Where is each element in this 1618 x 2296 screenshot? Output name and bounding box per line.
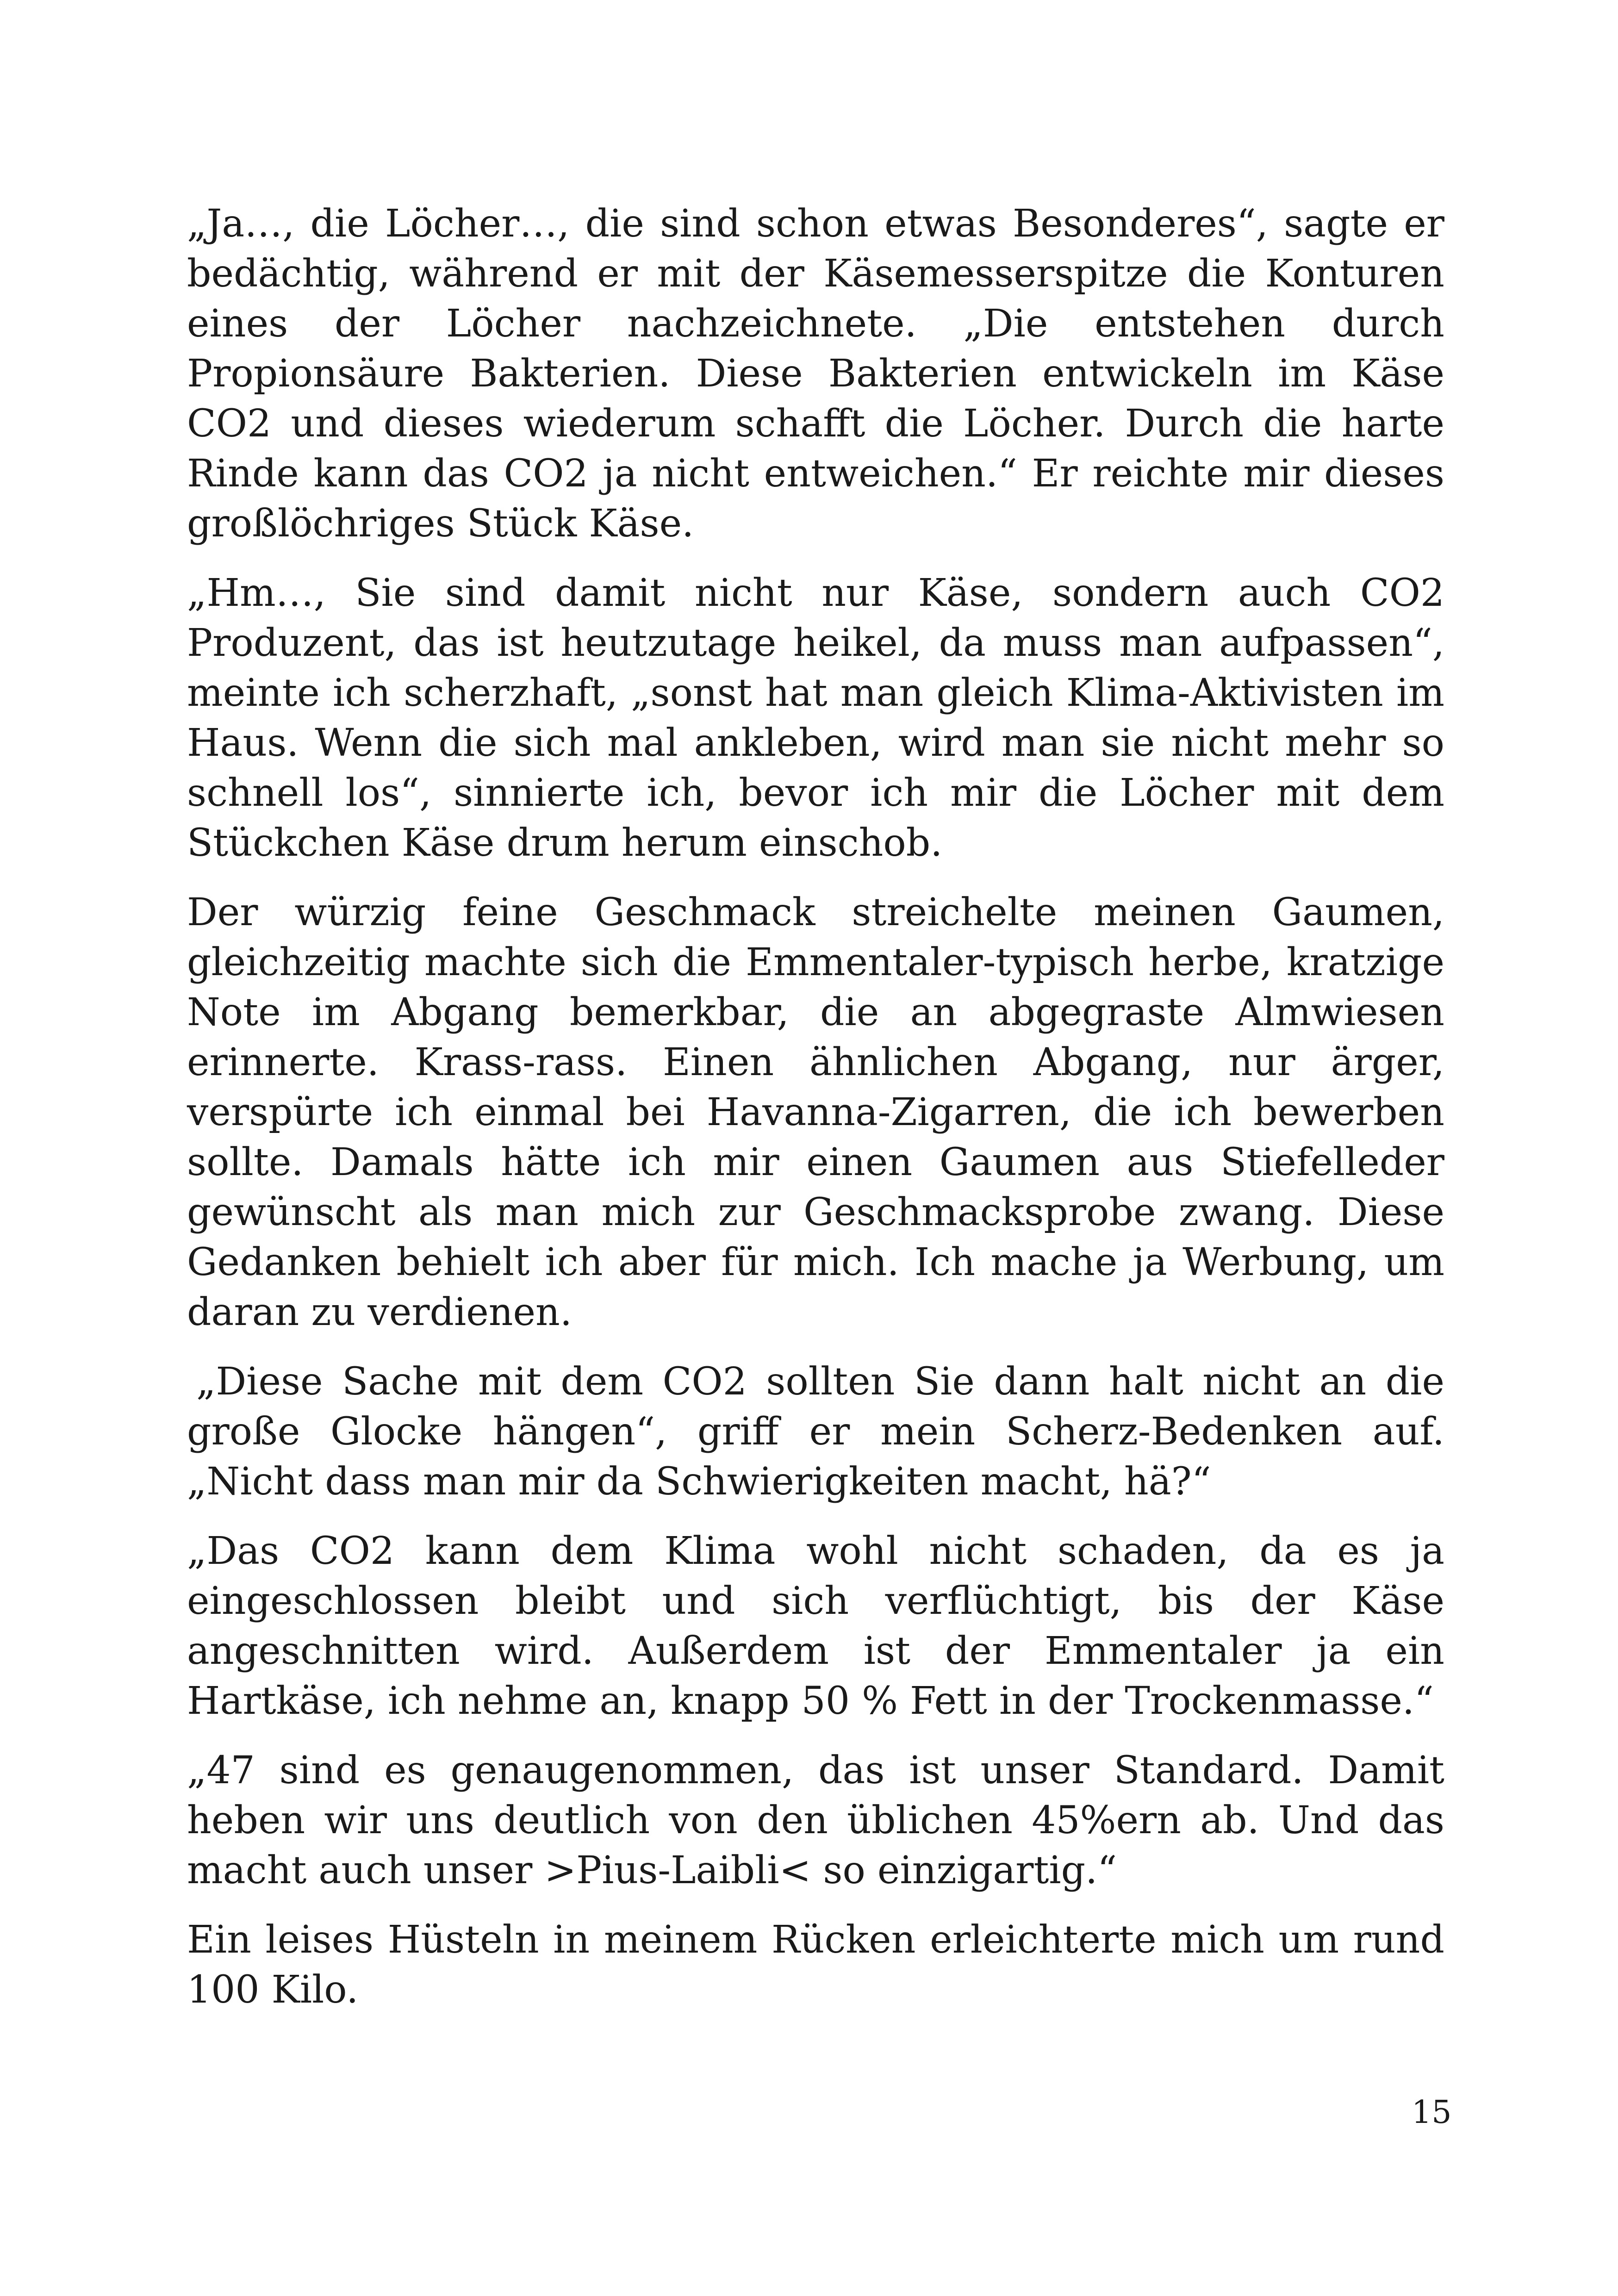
paragraph-6: „47 sind es genaugenommen, das ist unser Standard. Damit heben wir uns deutlich von den üblichen 45%ern ab. Und das macht auch unser >Pius-Laibli< so einzigartig.“ [187,1748,1444,1892]
paragraph-4: „Diese Sache mit dem CO2 sollten Sie dann halt nicht an die große Glocke hängen“, griff er mein Scherz-Bedenken auf. „Nicht dass man mir da Schwierigkeiten macht, hä?“ [187,1360,1444,1504]
paragraph-3: Der würzig feine Geschmack streichelte meinen Gaumen, gleichzeitig machte sich die Emmentaler-typisch herbe, kratzige Note im Abgang bemerkbar, die an abgegraste Almwiesen erinnerte. Krass-rass. Einen ähnlichen Abgang, nur ärger, verspürte ich einmal bei Havanna-Zigarren, die ich bewerben sollte. Damals hätte ich mir einen Gaumen aus Stiefelleder gewünscht als man mich zur Geschmacksprobe zwang. Diese Gedanken behielt ich aber für mich. Ich mache ja Werbung, um daran zu verdienen. [187,890,1444,1334]
paragraph-1: „Ja…, die Löcher…, die sind schon etwas Besonderes“, sagte er bedächtig, während er mit der Käsemesserspitze die Konturen eines der Löcher nachzeichnete. „Die entstehen durch Propionsäure Bakterien. Diese Bakterien entwickeln im Käse CO2 und dieses wiederum schafft die Löcher. Durch die harte Rinde kann das CO2 ja nicht entweichen.“ Er reichte mir dieses großlöchriges Stück Käse. [187,202,1444,546]
paragraph-2: „Hm…, Sie sind damit nicht nur Käse, sondern auch CO2 Produzent, das ist heutzutage heikel, da muss man aufpassen“, meinte ich scherzhaft, „sonst hat man gleich Klima-Aktivisten im Haus. Wenn die sich mal ankleben, wird man sie nicht mehr so schnell los“, sinnierte ich, bevor ich mir die Löcher mit dem Stückchen Käse drum herum einschob. [187,571,1444,865]
page-number: 15 [1412,2094,1452,2131]
paragraph-5: „Das CO2 kann dem Klima wohl nicht schaden, da es ja eingeschlossen bleibt und sich verflüchtigt, bis der Käse angeschnitten wird. Außerdem ist der Emmentaler ja ein Hartkäse, ich nehme an, knapp 50 % Fett in der Trockenmasse.“ [187,1529,1444,1723]
paragraph-7: Ein leises Hüsteln in meinem Rücken erleichterte mich um rund 100 Kilo. [187,1918,1444,2012]
page-body [187,199,1444,2035]
